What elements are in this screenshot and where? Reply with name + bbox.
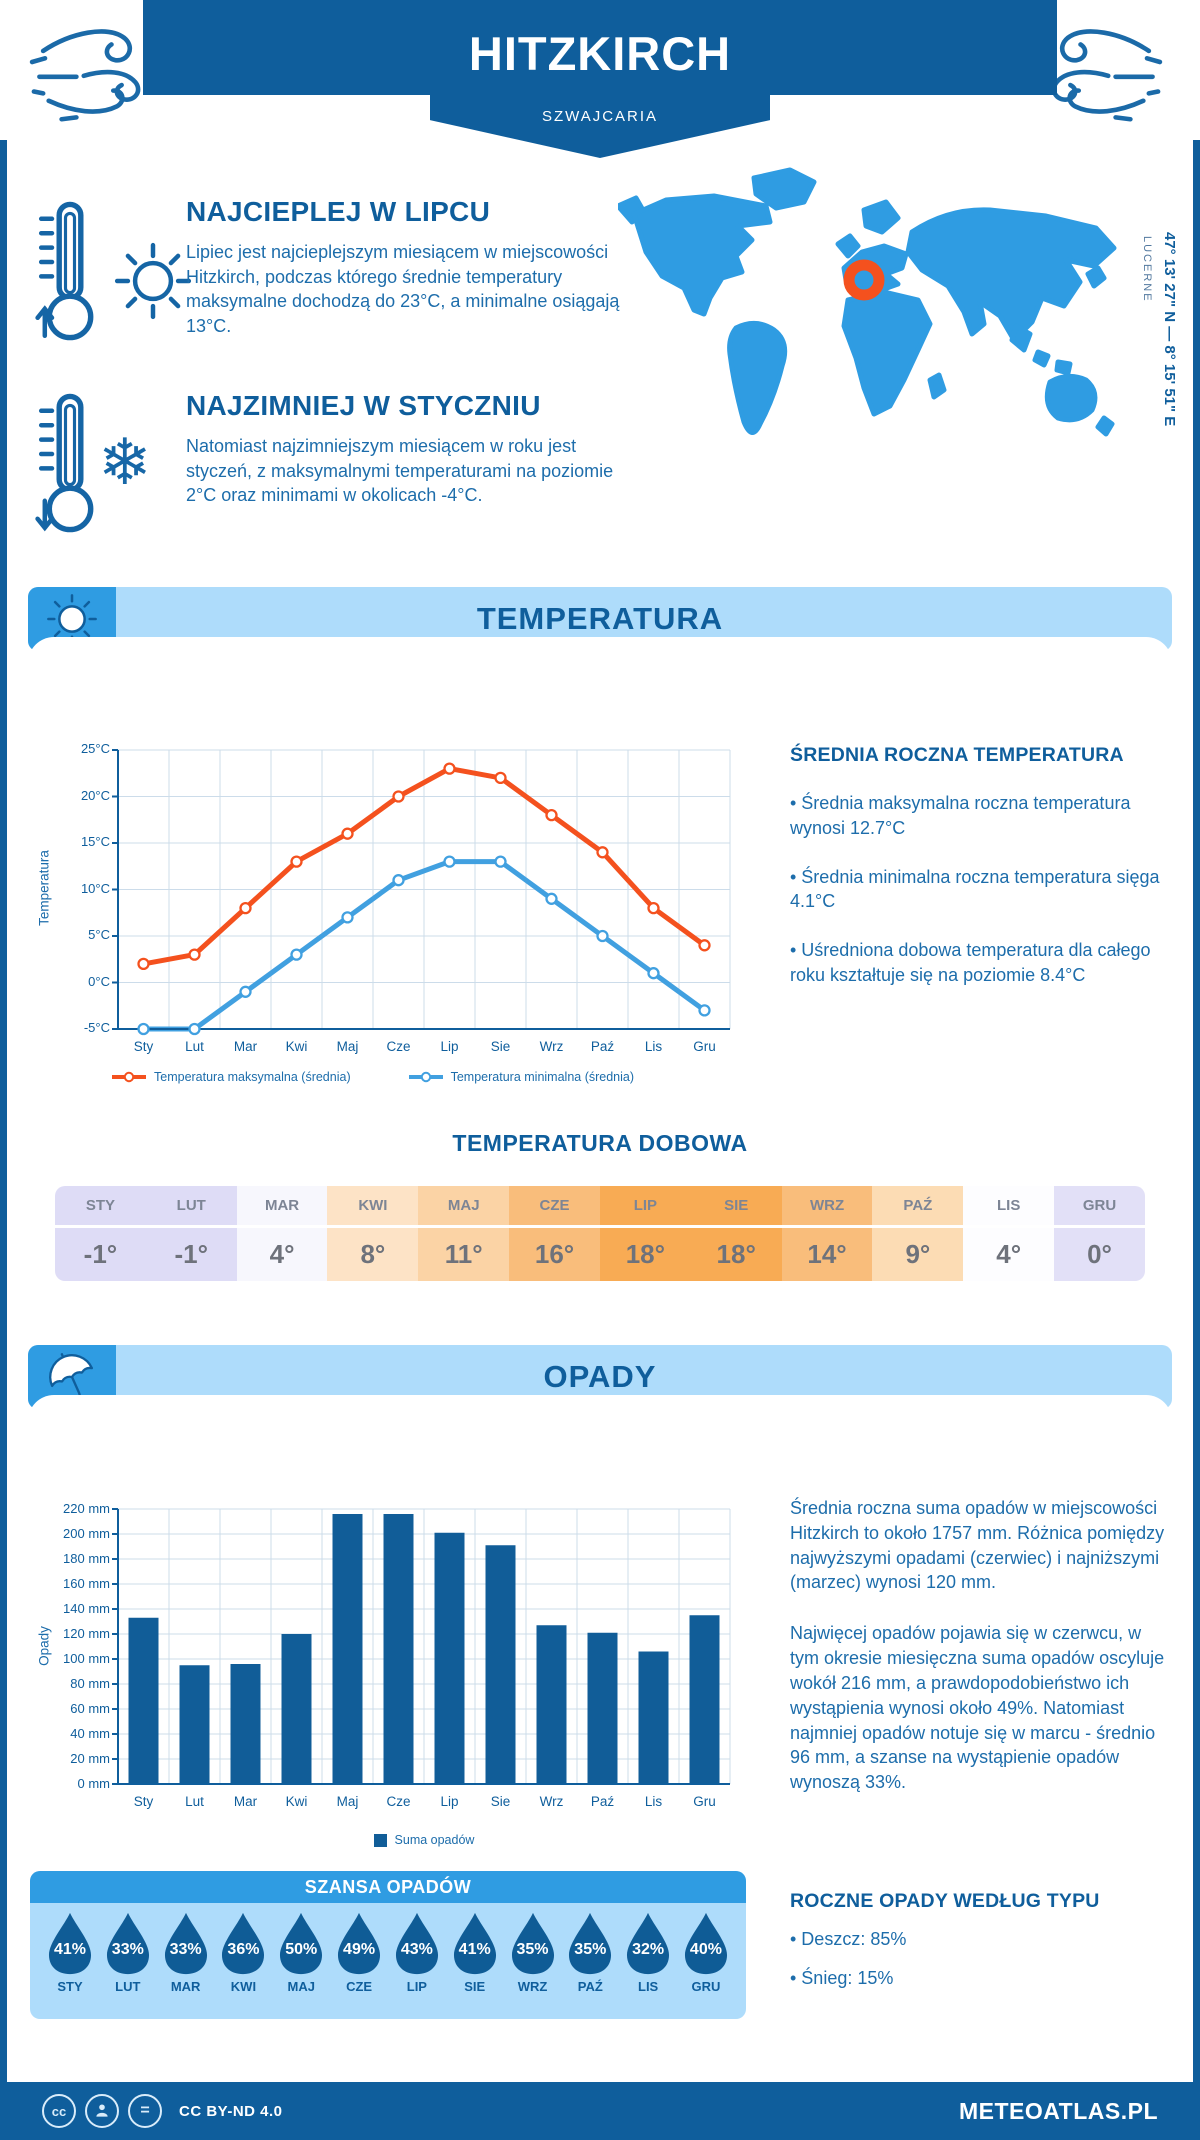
annual-temp-bullet: • Średnia maksymalna roczna temperatura wynosi 12.7°C bbox=[790, 793, 1131, 838]
legend-item bbox=[409, 1070, 634, 1084]
y-axis-tick: 40 mm bbox=[70, 1726, 110, 1741]
line-chart-legend bbox=[112, 1070, 752, 1084]
chance-value: 40% bbox=[689, 1941, 722, 1958]
x-axis-tick: Sie bbox=[490, 1039, 511, 1054]
bar bbox=[537, 1625, 567, 1784]
chance-value: 32% bbox=[632, 1941, 665, 1958]
y-axis-tick: 80 mm bbox=[70, 1676, 110, 1691]
chance-month: LIS bbox=[638, 1979, 659, 1994]
bar bbox=[180, 1665, 210, 1784]
highlight-cold-text: Natomiast najzimniejszym miesiącem w roku jest styczeń, z maksymalnymi temperaturami na poziomie 2°C oraz minimami w okolicach -4°C. bbox=[186, 436, 614, 506]
nd-icon bbox=[128, 2094, 162, 2128]
table-value-cell: 4° bbox=[963, 1228, 1054, 1281]
precip-chance-item bbox=[275, 1911, 327, 1994]
table-column bbox=[55, 1186, 146, 1281]
table-month-header: LIS bbox=[963, 1186, 1054, 1225]
precip-chance-item bbox=[102, 1911, 154, 1994]
droplet-icon bbox=[45, 1911, 95, 1976]
table-value-cell: -1° bbox=[146, 1228, 237, 1281]
y-axis-tick: 20 mm bbox=[70, 1751, 110, 1766]
precip-chance-title: SZANSA OPADÓW bbox=[30, 1871, 746, 1903]
chance-value: 41% bbox=[458, 1941, 491, 1958]
bar bbox=[486, 1545, 516, 1784]
bar bbox=[231, 1664, 261, 1784]
y-axis-title: Opady bbox=[36, 1626, 52, 1666]
table-month-header: MAR bbox=[237, 1186, 328, 1225]
x-axis-tick: Sty bbox=[133, 1039, 154, 1054]
y-axis-tick: 10°C bbox=[80, 880, 110, 896]
table-column bbox=[237, 1186, 328, 1281]
droplet-icon bbox=[450, 1911, 500, 1976]
sun-icon bbox=[110, 238, 196, 329]
footer-bar bbox=[0, 2082, 1200, 2140]
chance-value: 33% bbox=[111, 1941, 144, 1958]
chance-value: 33% bbox=[169, 1941, 202, 1958]
x-axis-tick: Gru bbox=[693, 1039, 716, 1054]
annual-temp-bullet: • Średnia minimalna roczna temperatura sięga 4.1°C bbox=[790, 866, 1160, 912]
table-value-cell: 18° bbox=[600, 1228, 691, 1281]
x-axis-tick: Lis bbox=[644, 1794, 663, 1809]
y-axis-tick: 200 mm bbox=[63, 1526, 110, 1541]
precipitation-paragraph: Najwięcej opadów pojawia się w czerwcu, w tym okresie miesięczna suma opadów oscyluje wokół 216 mm, a prawdopodobieństwo ich wystąpienia wynosi około 49%. Natomiast najmniej opadów notuje się w marcu - średnio 96 mm, a szanse na wystąpienie opadów wynoszą 33%. bbox=[790, 1623, 1165, 1793]
table-column bbox=[963, 1186, 1054, 1281]
chance-value: 49% bbox=[343, 1941, 376, 1958]
precip-chance-item bbox=[160, 1911, 212, 1994]
bar bbox=[333, 1514, 363, 1784]
chance-month: LIP bbox=[406, 1979, 427, 1994]
annual-temp-bullet: • Uśredniona dobowa temperatura dla całego roku kształtuje się na poziomie 8.4°C bbox=[790, 940, 1151, 986]
droplet-icon bbox=[392, 1911, 442, 1976]
table-month-header: PAŹ bbox=[872, 1186, 963, 1225]
x-axis-tick: Paź bbox=[590, 1039, 615, 1054]
cc-icon bbox=[42, 2094, 76, 2128]
droplet-icon bbox=[276, 1911, 326, 1976]
bar bbox=[435, 1533, 465, 1784]
table-value-cell: 16° bbox=[509, 1228, 600, 1281]
y-axis-tick: 15°C bbox=[80, 834, 110, 849]
y-axis-title: Temperatura bbox=[36, 850, 52, 926]
bar bbox=[129, 1618, 159, 1784]
precip-chance-item bbox=[680, 1911, 732, 1994]
droplet-icon bbox=[218, 1911, 268, 1976]
table-column bbox=[1054, 1186, 1145, 1281]
table-column bbox=[418, 1186, 509, 1281]
chance-value: 41% bbox=[53, 1941, 87, 1958]
x-axis-tick: Lut bbox=[185, 1039, 204, 1054]
table-value-cell: 9° bbox=[872, 1228, 963, 1281]
droplet-icon bbox=[334, 1911, 384, 1976]
y-axis-tick: 100 mm bbox=[63, 1651, 110, 1666]
bar bbox=[282, 1634, 312, 1784]
bar-chart-legend bbox=[118, 1833, 730, 1847]
precip-type-bullet: • Deszcz: 85% bbox=[790, 1929, 907, 1949]
precip-type-bullet: • Śnieg: 15% bbox=[790, 1967, 894, 1988]
chance-month: STY bbox=[57, 1979, 83, 1994]
y-axis-tick: 0°C bbox=[88, 973, 110, 989]
x-axis-tick: Lis bbox=[644, 1039, 663, 1054]
daily-temperature-table bbox=[55, 1186, 1145, 1281]
precip-chance-item bbox=[217, 1911, 269, 1994]
chance-value: 36% bbox=[227, 1941, 260, 1958]
precip-chance-item bbox=[449, 1911, 501, 1994]
table-month-header: MAJ bbox=[418, 1186, 509, 1225]
region-label: LUCERNE bbox=[1141, 236, 1153, 303]
x-axis-tick: Mar bbox=[233, 1039, 258, 1054]
x-axis-tick: Kwi bbox=[285, 1039, 308, 1054]
person-icon bbox=[85, 2094, 119, 2128]
chance-month: WRZ bbox=[517, 1979, 548, 1994]
bar bbox=[639, 1652, 669, 1785]
snowflake-icon: ❄ bbox=[98, 426, 152, 498]
table-column bbox=[872, 1186, 963, 1281]
legend-label: Temperatura minimalna (średnia) bbox=[450, 1070, 635, 1084]
x-axis-tick: Kwi bbox=[285, 1794, 308, 1809]
table-column bbox=[146, 1186, 237, 1281]
droplet-icon bbox=[161, 1911, 211, 1976]
precip-chance-droplets bbox=[30, 1903, 746, 1994]
page-border-left bbox=[0, 140, 7, 2140]
legend-item bbox=[112, 1070, 351, 1084]
nd-label: = bbox=[140, 2102, 150, 2119]
chance-month: SIE bbox=[464, 1979, 486, 1994]
table-value-cell: -1° bbox=[55, 1228, 146, 1281]
daily-temperature-heading: TEMPERATURA DOBOWA bbox=[452, 1130, 748, 1156]
table-column bbox=[509, 1186, 600, 1281]
bar bbox=[690, 1615, 720, 1784]
precip-chance-item bbox=[391, 1911, 443, 1994]
droplet-icon bbox=[508, 1911, 558, 1976]
x-axis-tick: Lip bbox=[440, 1794, 459, 1809]
table-month-header: KWI bbox=[327, 1186, 418, 1225]
coordinates-label: 47° 13' 27" N — 8° 15' 51" E bbox=[1161, 232, 1178, 427]
page-title: HITZKIRCH bbox=[468, 27, 732, 80]
y-axis-tick: 25°C bbox=[80, 741, 110, 756]
table-month-header: GRU bbox=[1054, 1186, 1145, 1225]
y-axis-tick: 0 mm bbox=[77, 1776, 110, 1791]
precip-chance-item bbox=[622, 1911, 674, 1994]
precip-chance-item bbox=[507, 1911, 559, 1994]
chance-month: MAJ bbox=[287, 1979, 315, 1994]
chance-value: 50% bbox=[285, 1941, 318, 1958]
chance-month: KWI bbox=[230, 1979, 257, 1994]
y-axis-tick: -5°C bbox=[83, 1020, 110, 1035]
x-axis-tick: Lip bbox=[440, 1039, 459, 1054]
highlight-warm-title: NAJCIEPLEJ W LIPCU bbox=[186, 196, 491, 227]
bar bbox=[588, 1633, 618, 1784]
droplet-icon bbox=[623, 1911, 673, 1976]
table-value-cell: 0° bbox=[1054, 1228, 1145, 1281]
table-value-cell: 14° bbox=[782, 1228, 873, 1281]
table-month-header: LUT bbox=[146, 1186, 237, 1225]
bar bbox=[384, 1514, 414, 1784]
y-axis-tick: 180 mm bbox=[63, 1551, 110, 1566]
x-axis-tick: Maj bbox=[336, 1794, 359, 1809]
page-subtitle: SZWAJCARIA bbox=[541, 108, 659, 125]
x-axis-tick: Sie bbox=[490, 1794, 511, 1809]
precipitation-paragraph: Średnia roczna suma opadów w miejscowości Hitzkirch to około 1757 mm. Różnica pomiędzy najwyższymi opadami (czerwiec) i najniższymi (marzec) wynosi 120 mm. bbox=[790, 1498, 1165, 1593]
precip-chance-item bbox=[564, 1911, 616, 1994]
precipitation-bar-chart bbox=[63, 1501, 730, 1809]
x-axis-tick: Cze bbox=[386, 1794, 411, 1809]
y-axis-tick: 60 mm bbox=[70, 1701, 110, 1716]
legend-label: Suma opadów bbox=[394, 1833, 475, 1847]
table-column bbox=[600, 1186, 691, 1281]
chance-value: 35% bbox=[516, 1941, 549, 1958]
y-axis-tick: 5°C bbox=[88, 927, 110, 942]
thermometer-up-icon bbox=[34, 196, 106, 351]
x-axis-tick: Lut bbox=[185, 1794, 204, 1809]
precipitation-text-block bbox=[790, 1496, 1172, 1821]
precip-by-type-block bbox=[790, 1890, 1172, 1991]
table-value-cell: 18° bbox=[691, 1228, 782, 1281]
table-value-cell: 8° bbox=[327, 1228, 418, 1281]
precip-chance-panel bbox=[30, 1871, 746, 2019]
chance-month: MAR bbox=[170, 1979, 201, 1994]
x-axis-tick: Sty bbox=[133, 1794, 154, 1809]
page-border-right bbox=[1193, 140, 1200, 2140]
x-axis-tick: Cze bbox=[386, 1039, 411, 1054]
table-column bbox=[782, 1186, 873, 1281]
chance-month: GRU bbox=[691, 1979, 721, 1994]
precipitation-section-title: OPADY bbox=[543, 1359, 657, 1394]
droplet-icon bbox=[681, 1911, 731, 1976]
temperature-line-chart bbox=[80, 741, 730, 1054]
table-column bbox=[691, 1186, 782, 1281]
cc-label: cc bbox=[51, 2103, 67, 2119]
table-month-header: CZE bbox=[509, 1186, 600, 1225]
legend-swatch bbox=[374, 1834, 387, 1847]
license-text: CC BY-ND 4.0 bbox=[179, 2102, 283, 2120]
precip-chance-item bbox=[44, 1911, 96, 1994]
table-month-header: LIP bbox=[600, 1186, 691, 1225]
highlight-warm-text: Lipiec jest najcieplejszym miesiącem w miejscowości Hitzkirch, podczas którego średnie temperatury maksymalne dochodzą do 23°C, a minimalne osiągają 13°C. bbox=[186, 242, 620, 336]
precip-by-type-heading: ROCZNE OPADY WEDŁUG TYPU bbox=[790, 1890, 1100, 1912]
droplet-icon bbox=[103, 1911, 153, 1976]
droplet-icon bbox=[565, 1911, 615, 1976]
x-axis-tick: Wrz bbox=[539, 1039, 564, 1054]
x-axis-tick: Maj bbox=[336, 1039, 359, 1054]
table-month-header: SIE bbox=[691, 1186, 782, 1225]
site-name: METEOATLAS.PL bbox=[958, 2097, 1158, 2124]
y-axis-tick: 160 mm bbox=[63, 1576, 110, 1591]
chance-month: PAŹ bbox=[577, 1979, 603, 1994]
annual-temperature-heading: ŚREDNIA ROCZNA TEMPERATURA bbox=[790, 744, 1124, 766]
x-axis-tick: Gru bbox=[693, 1794, 716, 1809]
y-axis-tick: 220 mm bbox=[63, 1501, 110, 1516]
chance-value: 43% bbox=[400, 1941, 433, 1958]
precip-chance-item bbox=[333, 1911, 385, 1994]
y-axis-tick: 20°C bbox=[80, 787, 110, 803]
table-month-header: WRZ bbox=[782, 1186, 873, 1225]
legend-label: Temperatura maksymalna (średnia) bbox=[154, 1070, 351, 1084]
chance-value: 35% bbox=[574, 1941, 607, 1958]
table-column bbox=[327, 1186, 418, 1281]
x-axis-tick: Paź bbox=[590, 1794, 615, 1809]
temperature-section-title: TEMPERATURA bbox=[476, 601, 724, 636]
table-month-header: STY bbox=[55, 1186, 146, 1225]
x-axis-tick: Mar bbox=[233, 1794, 258, 1809]
highlight-cold-title: NAJZIMNIEJ W STYCZNIU bbox=[186, 390, 541, 421]
annual-temperature-block bbox=[790, 744, 1172, 988]
table-value-cell: 4° bbox=[237, 1228, 328, 1281]
y-axis-tick: 120 mm bbox=[63, 1626, 110, 1641]
y-axis-tick: 140 mm bbox=[63, 1601, 110, 1616]
chance-month: CZE bbox=[346, 1979, 373, 1994]
legend-item bbox=[374, 1833, 475, 1847]
x-axis-tick: Wrz bbox=[539, 1794, 564, 1809]
chance-month: LUT bbox=[115, 1979, 141, 1994]
table-value-cell: 11° bbox=[418, 1228, 509, 1281]
world-map bbox=[618, 152, 1138, 452]
thermometer-down-icon bbox=[34, 388, 106, 543]
